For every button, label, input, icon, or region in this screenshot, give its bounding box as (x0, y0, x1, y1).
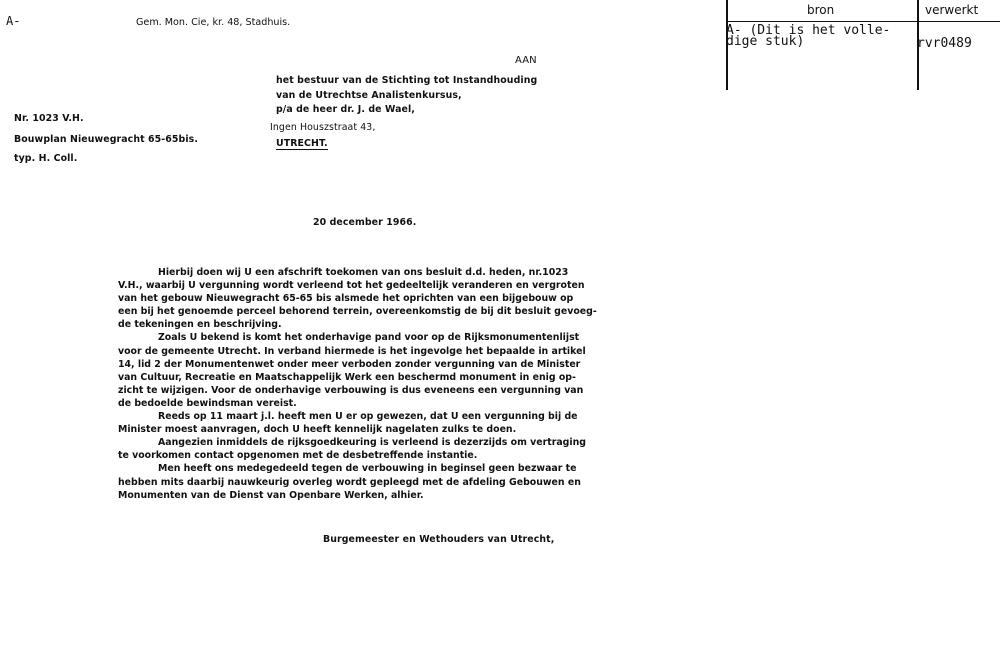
recipient-line: van de Utrechtse Analistenkursus, (276, 90, 462, 101)
index-card-table (726, 0, 1000, 90)
reference-line: Bouwplan Nieuwegracht 65-65bis. (14, 134, 199, 145)
body-line: Zoals U bekend is komt het onderhavige pand voor op de Rijksmonumentenlijst (158, 332, 580, 344)
aan-label: AAN (515, 55, 537, 66)
header-verwerkt: verwerkt (925, 3, 979, 17)
corner-mark: A- (6, 14, 21, 28)
body-line: hebben mits daarbij nauwkeurig overleg wordt gepleegd met de afdeling Gebouwen en (118, 476, 581, 488)
body-line: Monumenten van de Dienst van Openbare Werken, alhier. (118, 489, 424, 501)
reference-line: typ. H. Coll. (14, 153, 78, 164)
recipient-line: het bestuur van de Stichting tot Instandhouding (276, 75, 538, 86)
body-line: Hierbij doen wij U een afschrift toekomen van ons besluit d.d. heden, nr.1023 (158, 267, 569, 278)
header-bron: bron (807, 3, 835, 17)
body-line: Reeds op 11 maart j.l. heeft men U er op gewezen, dat U een vergunning bij de (158, 411, 578, 423)
recipient-line: Ingen Houszstraat 43, (270, 122, 376, 133)
body-line: voor de gemeente Utrecht. In verband hiermede is het ingevolge het bepaalde in artikel (118, 345, 586, 357)
letter-body (118, 266, 597, 502)
letter-date: 20 december 1966. (313, 217, 417, 228)
body-line: een bij het genoemde perceel behorend terrein, overeenkomstig de bij dit besluit gevoeg- (118, 306, 597, 318)
body-line: van het gebouw Nieuwegracht 65-65 bis alsmede het oprichten van een bijgebouw op (118, 293, 574, 305)
recipient-line: p/a de heer dr. J. de Wael, (276, 104, 415, 115)
reference-line: Nr. 1023 V.H. (14, 113, 84, 124)
body-line: 14, lid 2 der Monumentenwet onder meer verboden zonder vergunning van de Minister (118, 358, 581, 370)
body-line: Men heeft ons medegedeeld tegen de verbouwing in beginsel geen bezwaar te (158, 463, 577, 475)
table-header-rule (726, 21, 1000, 22)
closing-signature: Burgemeester en Wethouders van Utrecht, (323, 534, 555, 545)
body-line: de tekeningen en beschrijving. (118, 319, 282, 331)
bron-line-1: A- (Dit is het volle- (726, 23, 891, 38)
body-line: te voorkomen contact opgenomen met de desbetreffende instantie. (118, 450, 478, 462)
body-line: zicht te wijzigen. Voor de onderhavige verbouwing is dus eveneens een vergunning van (118, 384, 584, 396)
body-line: van Cultuur, Recreatie en Maatschappelijk Werk een beschermd monument in enig op- (118, 371, 576, 383)
bron-line-2: dige stuk) (726, 34, 805, 49)
verwerkt-value: rvr0489 (917, 36, 972, 51)
body-line: Aangezien inmiddels de rijksgoedkeuring is verleend is dezerzijds om vertraging (158, 437, 586, 449)
archive-reference: Gem. Mon. Cie, kr. 48, Stadhuis. (136, 17, 291, 28)
recipient-city: UTRECHT. (276, 138, 328, 149)
body-line: de bedoelde bewindsman vereist. (118, 397, 297, 409)
body-line: Minister moest aanvragen, doch U heeft kennelijk nagelaten zulks te doen. (118, 424, 517, 436)
body-line: V.H., waarbij U vergunning wordt verleend tot het gedeeltelijk veranderen en vergroten (118, 280, 585, 292)
